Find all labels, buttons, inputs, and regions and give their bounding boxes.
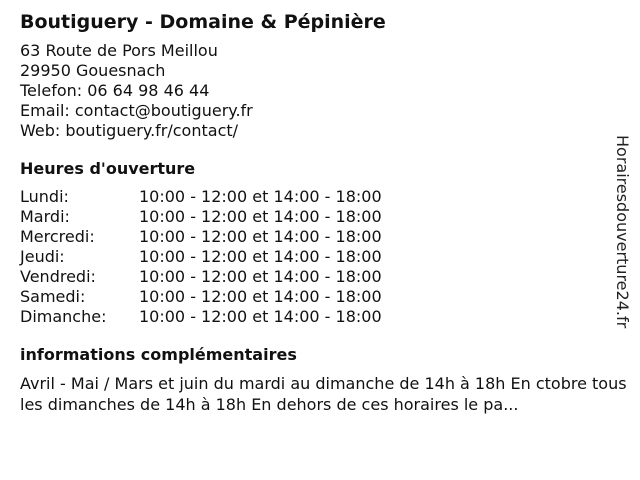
day-label: Vendredi: — [20, 267, 96, 286]
hours-row-lundi — [20, 187, 620, 207]
hours-row-dimanche — [20, 307, 620, 327]
watermark-text: Horairesdouverture24.fr — [613, 135, 632, 329]
info-heading: informations complémentaires — [20, 345, 297, 364]
hours-heading: Heures d'ouverture — [20, 159, 196, 178]
time-range: 10:00 - 12:00 et 14:00 - 18:00 — [139, 207, 382, 226]
time-range: 10:00 - 12:00 et 14:00 - 18:00 — [139, 247, 382, 266]
address-city: 29950 Gouesnach — [20, 61, 166, 80]
day-label: Samedi: — [20, 287, 86, 306]
hours-row-mercredi — [20, 227, 620, 247]
address-block — [20, 41, 620, 141]
hours-row-samedi — [20, 287, 620, 307]
address-street: 63 Route de Pors Meillou — [20, 41, 218, 60]
hours-row-mardi — [20, 207, 620, 227]
web-text: Web: boutiguery.fr/contact/ — [20, 121, 239, 140]
time-range: 10:00 - 12:00 et 14:00 - 18:00 — [139, 267, 382, 286]
time-range: 10:00 - 12:00 et 14:00 - 18:00 — [139, 187, 382, 206]
day-label: Jeudi: — [20, 247, 65, 266]
day-label: Mardi: — [20, 207, 70, 226]
hours-table — [20, 187, 620, 327]
time-range: 10:00 - 12:00 et 14:00 - 18:00 — [139, 227, 382, 246]
time-range: 10:00 - 12:00 et 14:00 - 18:00 — [139, 307, 382, 326]
phone-text: Telefon: 06 64 98 46 44 — [20, 81, 210, 100]
time-range: 10:00 - 12:00 et 14:00 - 18:00 — [139, 287, 382, 306]
day-label: Lundi: — [20, 187, 69, 206]
email-text: Email: contact@boutiguery.fr — [20, 101, 253, 120]
hours-row-vendredi — [20, 267, 620, 287]
business-title: Boutiguery - Domaine & Pépinière — [20, 11, 386, 33]
hours-row-jeudi — [20, 247, 620, 267]
day-label: Mercredi: — [20, 227, 95, 246]
info-text: Avril - Mai / Mars et juin du mardi au dimanche de 14h à 18h En ctobre tous les dimanches de 14h à 18h En dehors de ces horaires le pa... — [20, 374, 627, 414]
day-label: Dimanche: — [20, 307, 107, 326]
